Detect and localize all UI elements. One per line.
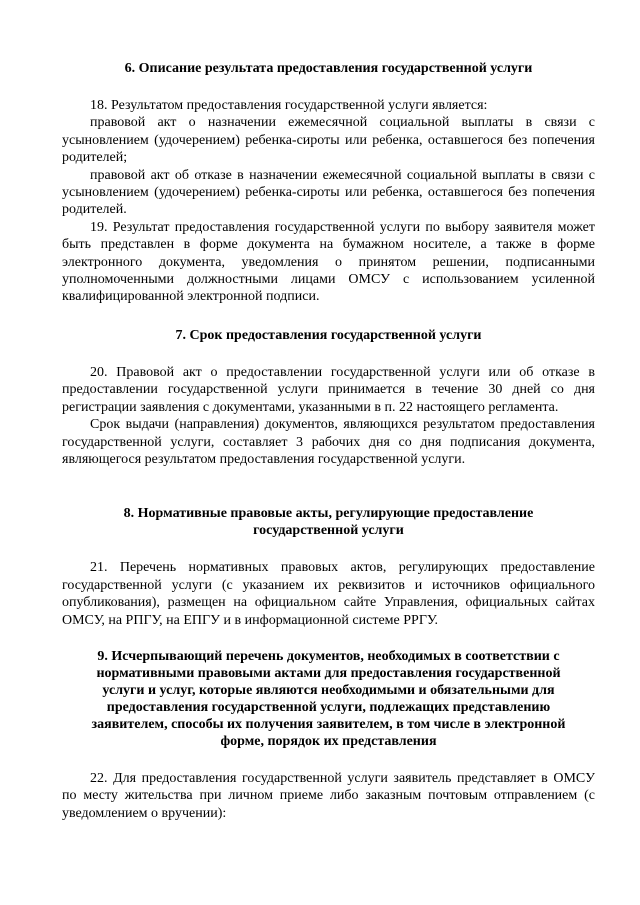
section-9-title-line-3: услуги и услуг, которые являются необходимыми и обязательными для: [102, 682, 555, 698]
section-9-title-line-4: предоставления государственной услуги, подлежащих представлению: [106, 699, 551, 715]
section-9-title-line-1: 9. Исчерпывающий перечень документов, необходимых в соответствии с: [97, 648, 560, 664]
paragraph-20: 20. Правовой акт о предоставлении государственной услуги или об отказе в предоставлении государственной услуги принимается в течение 30 дней со дня регистрации заявления с документами, указанными в п. 22 настоящего регламента.: [62, 364, 595, 415]
paragraph-18-intro: 18. Результатом предоставления государственной услуги является:: [90, 98, 488, 113]
paragraph-18-item-1: правовой акт о назначении ежемесячной социальной выплаты в связи с усыновлением (удочерением) ребенка-сироты или ребенка, оставшегося без попечения родителей;: [62, 115, 595, 166]
paragraph-22: 22. Для предоставления государственной услуги заявитель представляет в ОМСУ по месту жительства при личном приеме либо заказным почтовым отправлением (с уведомлением о вручении):: [62, 770, 595, 821]
document-page: [62, 60, 595, 822]
paragraph-19: 19. Результат предоставления государственной услуги по выбору заявителя может быть представлен в форме документа на бумажном носителе, а также в форме электронного документа, уведомления о принятом решении, подписанными уполномоченными должностными лицами ОМСУ с использованием усиленной квалифицированной электронной подписи.: [62, 219, 595, 305]
section-7-title: 7. Срок предоставления государственной услуги: [175, 327, 482, 343]
paragraph-18-item-2: правовой акт об отказе в назначении ежемесячной социальной выплаты в связи с усыновлением (удочерением) ребенка-сироты или ребенка, оставшегося без попечения родителей.: [62, 167, 595, 218]
section-9-title-line-6: форме, порядок их представления: [220, 733, 437, 749]
section-8-title-line-1: 8. Нормативные правовые акты, регулирующие предоставление: [123, 506, 534, 522]
section-6-title: 6. Описание результата предоставления государственной услуги: [124, 61, 533, 76]
section-9-title-line-5: заявителем, способы их получения заявителем, в том числе в электронной: [91, 716, 566, 732]
paragraph-20-term: Срок выдачи (направления) документов, являющихся результатом предоставления государственной услуги, составляет 3 рабочих дня со дня подписания документа, являющегося результатом предоставления государственной услуги.: [62, 417, 595, 467]
section-8-title-line-2: государственной услуги: [253, 523, 404, 539]
section-9-title-line-2: нормативными правовыми актами для предоставления государственной: [96, 665, 561, 681]
paragraph-21: 21. Перечень нормативных правовых актов, регулирующих предоставление государственной услуги (с указанием их реквизитов и источников официального опубликования), размещен на официальном сайте Управления, официальных сайтах ОМСУ, на РПГУ, на ЕПГУ и в информационной системе РРГУ.: [62, 560, 595, 628]
